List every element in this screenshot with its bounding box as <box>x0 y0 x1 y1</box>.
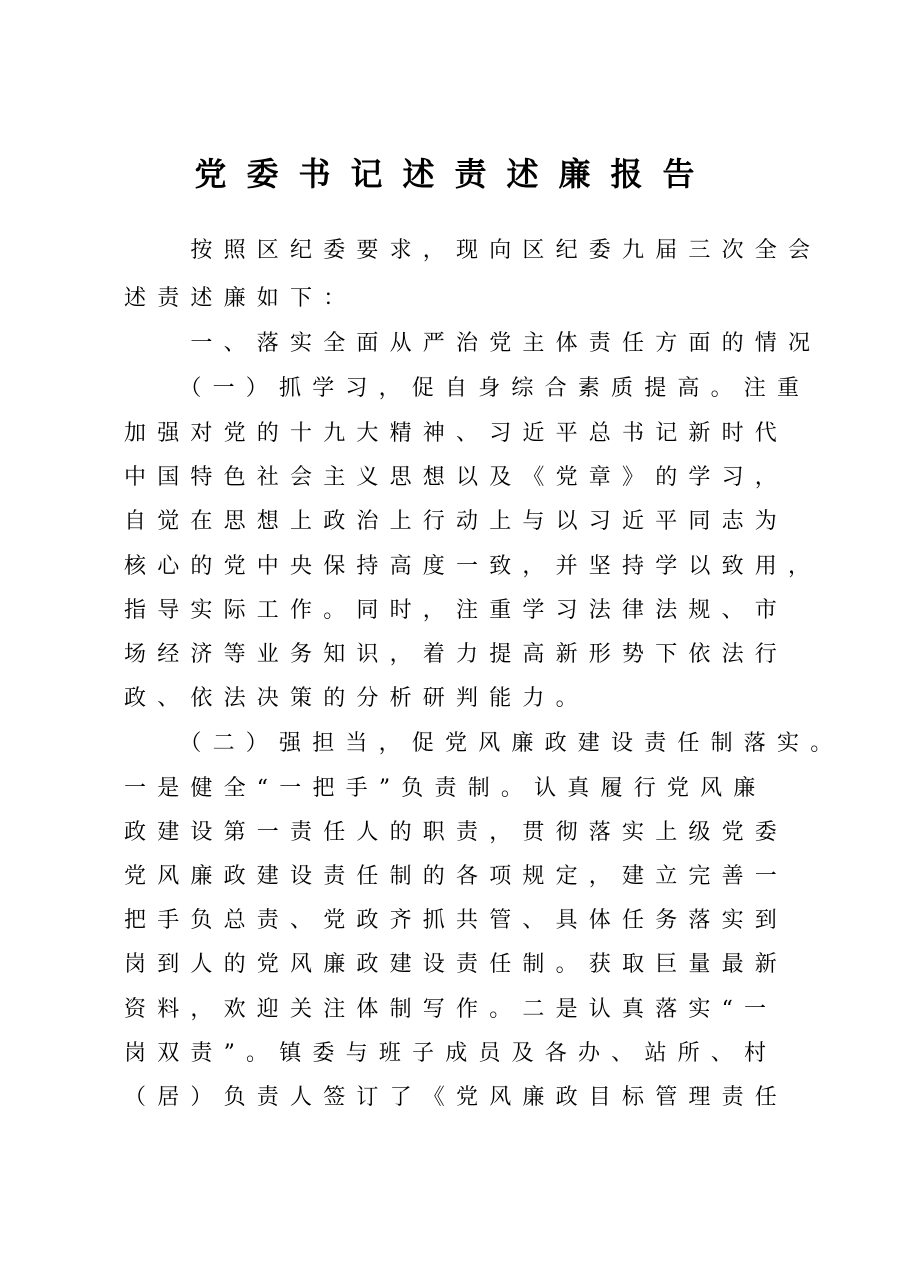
body-line: 资料，欢迎关注体制写作。二是认真落实“一 <box>124 997 778 1022</box>
body-line: 岗双责”。镇委与班子成员及各办、站所、村 <box>124 1041 778 1066</box>
body-line: 加强对党的十九大精神、习近平总书记新时代 <box>124 421 789 446</box>
document-title: 党委书记述责述廉报告 <box>194 155 715 193</box>
body-line: 指导实际工作。同时，注重学习法律法规、市 <box>124 598 789 623</box>
body-line: 政、依法决策的分析研判能力。 <box>124 686 589 711</box>
body-line: 按照区纪委要求，现向区纪委九届三次全会 <box>124 238 822 263</box>
body-line: 场经济等业务知识，着力提高新形势下依法行 <box>124 642 789 667</box>
body-line: 一、落实全面从严治党主体责任方面的情况 <box>124 331 822 356</box>
body-line: 一是健全“一把手”负责制。认真履行党风廉 <box>124 776 767 801</box>
body-line: 述责述廉如下： <box>124 286 357 311</box>
body-line: 中国特色社会主义思想以及《党章》的学习， <box>124 465 789 490</box>
body-line: 岗到人的党风廉政建设责任制。获取巨量最新 <box>124 952 789 977</box>
body-line: 核心的党中央保持高度一致，并坚持学以致用， <box>124 554 822 579</box>
body-line: （居）负责人签订了《党风廉政目标管理责任 <box>124 1085 789 1110</box>
body-line: 把手负总责、党政齐抓共管、具体任务落实到 <box>124 908 789 933</box>
body-line: （二）强担当，促党风廉政建设责任制落实。 <box>124 731 844 756</box>
body-line: 政建设第一责任人的职责，贯彻落实上级党委 <box>124 820 789 845</box>
body-line: 党风廉政建设责任制的各项规定，建立完善一 <box>124 864 789 889</box>
body-line: 自觉在思想上政治上行动上与以习近平同志为 <box>124 509 789 534</box>
body-line: （一）抓学习，促自身综合素质提高。注重 <box>124 376 811 401</box>
